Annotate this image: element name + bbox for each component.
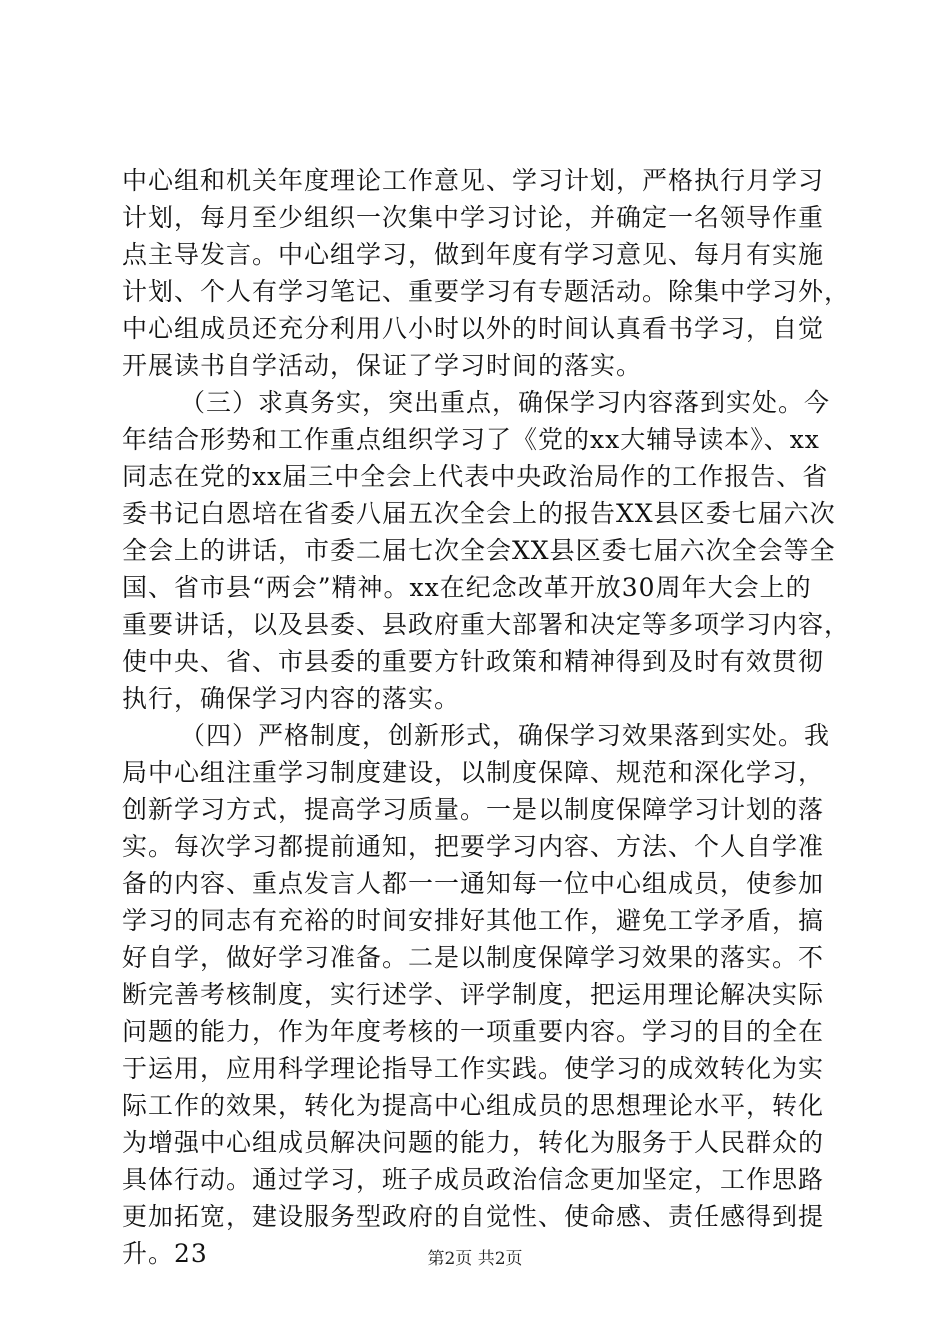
body-line: 好自学，做好学习准备。二是以制度保障学习效果的落实。不	[122, 943, 825, 972]
body-line: 中心组成员还充分利用八小时以外的时间认真看书学习，自觉	[122, 314, 825, 343]
body-line: 于运用，应用科学理论指导工作实践。使学习的成效转化为实	[122, 1054, 825, 1083]
body-line: 重要讲话，以及县委、县政府重大部署和决定等多项学习内容，	[122, 610, 851, 639]
body-line: 计划，每月至少组织一次集中学习讨论，并确定一名领导作重	[122, 203, 825, 232]
body-line: 委书记白恩培在省委八届五次全会上的报告XX县区委七届六次	[122, 499, 836, 528]
body-line: 创新学习方式，提高学习质量。一是以制度保障学习计划的落	[122, 795, 825, 824]
body-line: 际工作的效果，转化为提高中心组成员的思想理论水平，转化	[122, 1091, 825, 1120]
body-line: 同志在党的xx届三中全会上代表中央政治局作的工作报告、省	[122, 462, 829, 491]
body-line: 问题的能力，作为年度考核的一项重要内容。学习的目的全在	[122, 1017, 825, 1046]
body-line: 国、省市县“两会”精神。xx在纪念改革开放30周年大会上的	[122, 573, 812, 602]
body-line: 开展读书自学活动，保证了学习时间的落实。	[122, 351, 643, 380]
body-line: 更加拓宽，建设服务型政府的自觉性、使命感、责任感得到提	[122, 1202, 825, 1231]
paragraph-four-heading-line: （四）严格制度，创新形式，确保学习效果落到实处。我	[180, 721, 831, 750]
body-line: 全会上的讲话，市委二届七次全会XX县区委七届六次全会等全	[122, 536, 836, 565]
body-line: 中心组和机关年度理论工作意见、学习计划，严格执行月学习	[122, 166, 825, 195]
page-number-footer: 第2页 共2页	[427, 1249, 523, 1269]
document-body	[122, 162, 851, 1272]
body-line: 计划、个人有学习笔记、重要学习有专题活动。除集中学习外，	[122, 277, 851, 306]
body-line: 为增强中心组成员解决问题的能力，转化为服务于人民群众的	[122, 1128, 825, 1157]
paragraph-three-heading-line: （三）求真务实，突出重点，确保学习内容落到实处。今	[180, 388, 831, 417]
body-line: 具体行动。通过学习，班子成员政治信念更加坚定，工作思路	[122, 1165, 825, 1194]
body-line: 年结合形势和工作重点组织学习了《党的xx大辅导读本》、xx	[122, 425, 820, 454]
body-line: 使中央、省、市县委的重要方针政策和精神得到及时有效贯彻	[122, 647, 825, 676]
body-line: 执行，确保学习内容的落实。	[122, 684, 461, 713]
body-line: 升。23	[122, 1239, 208, 1268]
body-line: 断完善考核制度，实行述学、评学制度，把运用理论解决实际	[122, 980, 825, 1009]
body-line: 学习的同志有充裕的时间安排好其他工作，避免工学矛盾，搞	[122, 906, 825, 935]
body-line: 点主导发言。中心组学习，做到年度有学习意见、每月有实施	[122, 240, 825, 269]
body-line: 局中心组注重学习制度建设，以制度保障、规范和深化学习，	[122, 758, 825, 787]
body-line: 实。每次学习都提前通知，把要学习内容、方法、个人自学准	[122, 832, 825, 861]
body-line: 备的内容、重点发言人都一一通知每一位中心组成员，使参加	[122, 869, 825, 898]
